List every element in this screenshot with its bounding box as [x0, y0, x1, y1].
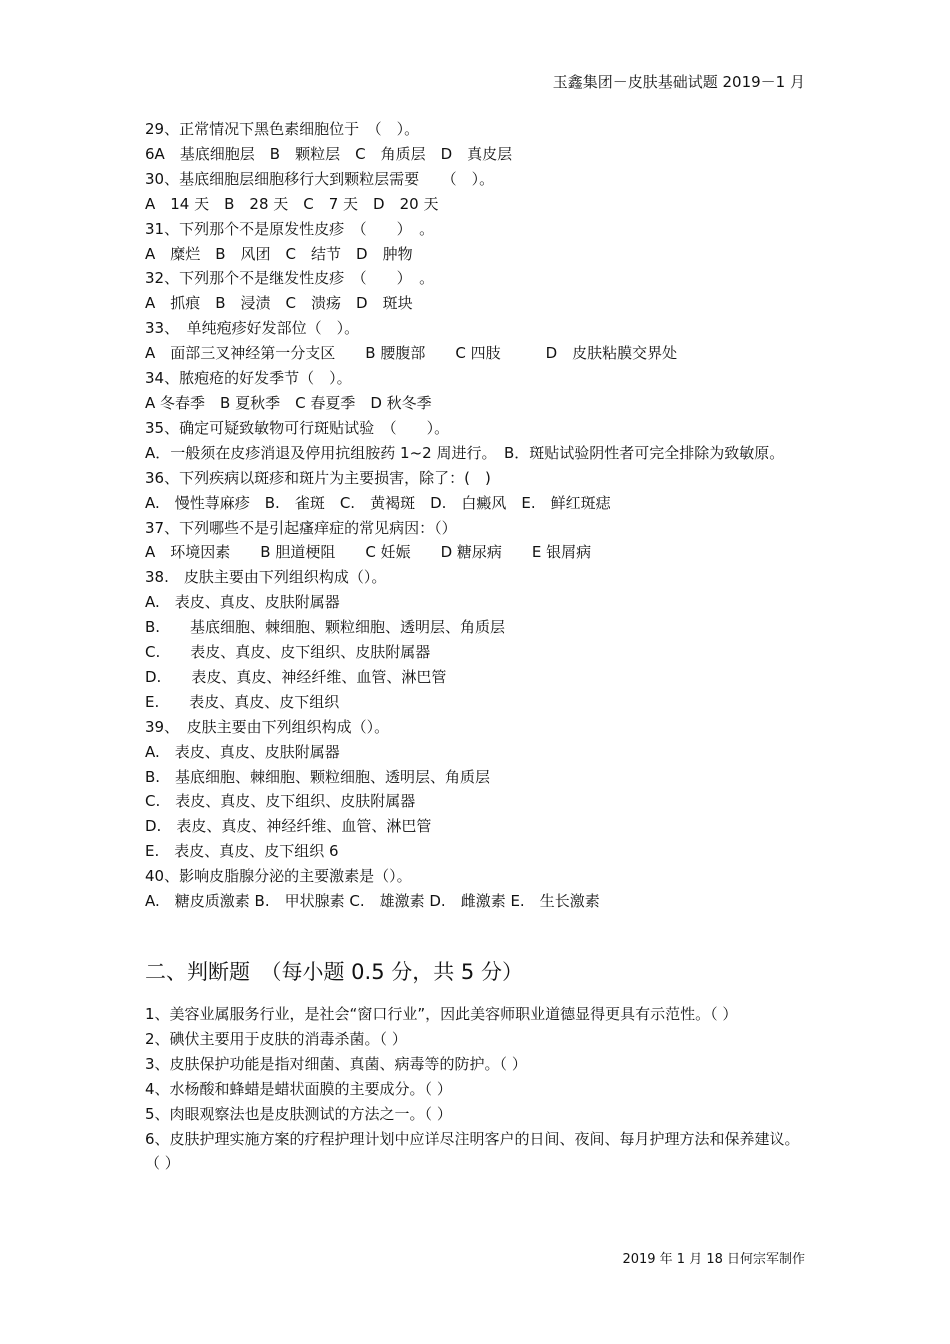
true-false-item: 4、水杨酸和蜂蜡是蜡状面膜的主要成分。（ ） — [145, 1079, 452, 1098]
question-line: A 环境因素 B 胆道梗阻 C 妊娠 D 糖尿病 E 银屑病 — [145, 543, 592, 562]
question-line: A．一般须在皮疹消退及停用抗组胺药 1~2 周进行。 B．斑贴试验阴性者可完全排除为致敏原。 — [145, 443, 785, 462]
question-line: A 面部三叉神经第一分支区 B 腰腹部 C 四肢 D 皮肤粘膜交界处 — [145, 344, 678, 363]
question-line: E. 表皮、真皮、皮下组织 — [145, 692, 340, 711]
question-line: 32、下列那个不是继发性皮疹 （ ） 。 — [145, 269, 435, 288]
question-line: A 抓痕 B 浸渍 C 溃疡 D 斑块 — [145, 294, 413, 313]
true-false-item: 1、美容业属服务行业，是社会“窗口行业”，因此美容师职业道德显得更具有示范性。（ ） — [145, 1005, 738, 1023]
question-line: 35、确定可疑致敏物可行斑贴试验 （ ）。 — [145, 418, 450, 437]
question-line: D. 表皮、真皮、神经纤维、血管、淋巴管 — [145, 817, 432, 836]
document-body — [145, 117, 811, 1176]
question-list — [145, 117, 811, 914]
question-line: A 冬春季 B 夏秋季 C 春夏季 D 秋冬季 — [145, 393, 432, 412]
question-line: A 14 天 B 28 天 C 7 天 D 20 天 — [145, 194, 439, 213]
question-line: 29、正常情况下黑色素细胞位于 （ ）。 — [145, 120, 420, 138]
question-line: 40、影响皮脂腺分泌的主要激素是（）。 — [145, 867, 412, 886]
question-line: E. 表皮、真皮、皮下组织 6 — [145, 842, 339, 861]
question-line: 38. 皮肤主要由下列组织构成（）。 — [145, 568, 387, 587]
question-line: 33、 单纯疱疹好发部位（ ）。 — [145, 319, 360, 338]
page-header: 玉鑫集团－皮肤基础试题 2019－1 月 — [552, 73, 805, 91]
question-line: B. 基底细胞、棘细胞、颗粒细胞、透明层、角质层 — [145, 767, 491, 786]
question-line: A. 表皮、真皮、皮肤附属器 — [145, 742, 340, 761]
true-false-item: 6、皮肤护理实施方案的疗程护理计划中应详尽注明客户的日间、夜间、每月护理方法和保养建议。 （ ） — [145, 1129, 808, 1173]
question-line: A. 表皮、真皮、皮肤附属器 — [145, 593, 340, 612]
question-line: 37、下列哪些不是引起瘙痒症的常见病因：（） — [145, 518, 457, 537]
question-line: 39、 皮肤主要由下列组织构成（）。 — [145, 717, 390, 736]
page-footer: 2019 年 1 月 18 日何宗军制作 — [622, 1252, 805, 1267]
question-line: D. 表皮、真皮、神经纤维、血管、淋巴管 — [145, 667, 447, 686]
true-false-item: 2、碘伏主要用于皮肤的消毒杀菌。（ ） — [145, 1029, 407, 1048]
true-false-list — [145, 1002, 811, 1176]
question-line: A 糜烂 B 风团 C 结节 D 肿物 — [145, 244, 413, 263]
true-false-item: 5、肉眼观察法也是皮肤测试的方法之一。（ ） — [145, 1104, 452, 1123]
question-line: 34、脓疱疮的好发季节（ ）。 — [145, 369, 352, 388]
question-line: 6A 基底细胞层 B 颗粒层 C 角质层 D 真皮层 — [145, 144, 513, 163]
question-line: 36、下列疾病以斑疹和斑片为主要损害，除了：( ) — [145, 468, 491, 487]
question-line: C. 表皮、真皮、皮下组织、皮肤附属器 — [145, 643, 431, 662]
question-line: C. 表皮、真皮、皮下组织、皮肤附属器 — [145, 792, 416, 811]
question-line: A. 慢性荨麻疹 B. 雀斑 C. 黄褐斑 D. 白癜风 E. 鲜红斑痣 — [145, 493, 611, 512]
question-line: A. 糖皮质激素 B. 甲状腺素 C. 雄激素 D. 雌激素 E. 生长激素 — [145, 892, 600, 911]
question-line: B. 基底细胞、棘细胞、颗粒细胞、透明层、角质层 — [145, 618, 506, 637]
question-line: 31、下列那个不是原发性皮疹 （ ） 。 — [145, 219, 435, 238]
question-line: 30、基底细胞层细胞移行大到颗粒层需要 （ ）。 — [145, 169, 495, 188]
true-false-item: 3、皮肤保护功能是指对细菌、真菌、病毒等的防护。（ ） — [145, 1054, 527, 1073]
section-title-true-false: 二、判断题 （每小题 0.5 分，共 5 分） — [145, 960, 523, 984]
